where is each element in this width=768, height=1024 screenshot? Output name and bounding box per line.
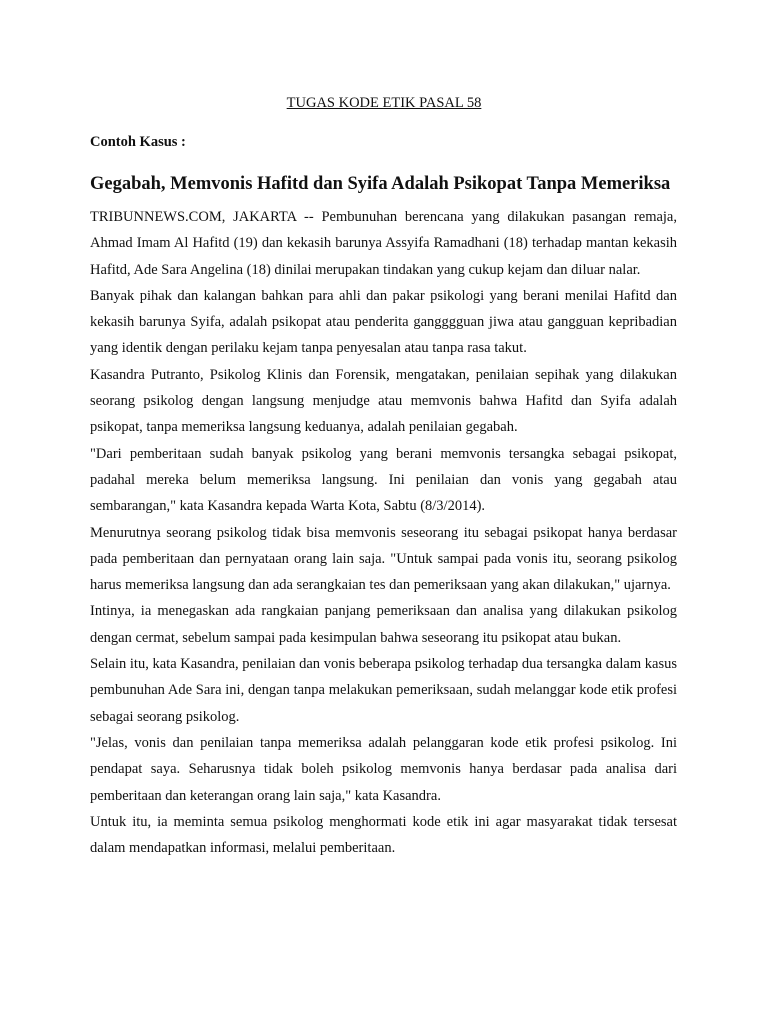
paragraph-7: Selain itu, kata Kasandra, penilaian dan vonis beberapa psikolog terhadap dua tersangka dalam kasus pembunuhan Ade Sara ini, dengan tanpa melakukan pemeriksaan, sudah melanggar kode etik profesi sebagai seorang psikolog.: [90, 656, 677, 725]
paragraph-5: Menurutnya seorang psikolog tidak bisa memvonis seseorang itu sebagai psikopat hanya berdasar pada pemberitaan dan pernyataan orang lain saja. "Untuk sampai pada vonis itu, seorang psikolog harus memeriksa langsung dan ada serangkaian tes dan pemeriksaan yang akan dilakukan," ujarnya.: [90, 524, 677, 594]
article-headline: Gegabah, Memvonis Hafitd dan Syifa Adalah Psikopat Tanpa Memeriksa: [90, 174, 671, 194]
document-title-text: TUGAS KODE ETIK PASAL 58: [286, 95, 482, 111]
paragraph-1: TRIBUNNEWS.COM, JAKARTA -- Pembunuhan berencana yang dilakukan pasangan remaja, Ahmad Imam Al Hafitd (19) dan kekasih barunya Assyifa Ramadhani (18) terhadap mantan kekasih Hafitd, Ade Sara Angelina (18) dinilai merupakan tindakan yang cukup kejam dan diluar nalar.: [90, 209, 677, 278]
case-label: Contoh Kasus :: [90, 134, 186, 150]
article-body: [90, 204, 677, 861]
paragraph-2: Banyak pihak dan kalangan bahkan para ahli dan pakar psikologi yang berani menilai Hafitd dan kekasih barunya Syifa, adalah psikopat atau penderita gangggguan jiwa atau gangguan kepribadian yang identik dengan perilaku kejam tanpa penyesalan atau tanpa rasa takut.: [90, 287, 677, 357]
paragraph-6: Intinya, ia menegaskan ada rangkaian panjang pemeriksaan dan analisa yang dilakukan psikolog dengan cermat, sebelum sampai pada kesimpulan bahwa seseorang itu psikopat atau bukan.: [90, 603, 677, 646]
paragraph-8: "Jelas, vonis dan penilaian tanpa memeriksa adalah pelanggaran kode etik profesi psikolog. Ini pendapat saya. Seharusnya tidak boleh psikolog memvonis hanya berdasar pada analisa dari pemberitaan dan keterangan orang lain saja," kata Kasandra.: [90, 734, 677, 804]
document-title: [0, 94, 768, 112]
paragraph-4: "Dari pemberitaan sudah banyak psikolog yang berani memvonis tersangka sebagai psikopat, padahal mereka belum memeriksa langsung. Ini penilaian dan vonis yang gegabah atau sembarangan," kata Kasandra kepada Warta Kota, Sabtu (8/3/2014).: [90, 445, 677, 515]
paragraph-9: Untuk itu, ia meminta semua psikolog menghormati kode etik ini agar masyarakat tidak tersesat dalam mendapatkan informasi, melalui pemberitaan.: [90, 813, 677, 857]
paragraph-3: Kasandra Putranto, Psikolog Klinis dan Forensik, mengatakan, penilaian sepihak yang dilakukan seorang psikolog dengan langsung menjudge atau memvonis bahwa Hafitd dan Syifa adalah psikopat, tanpa memeriksa langsung keduanya, adalah penilaian gegabah.: [90, 366, 677, 436]
